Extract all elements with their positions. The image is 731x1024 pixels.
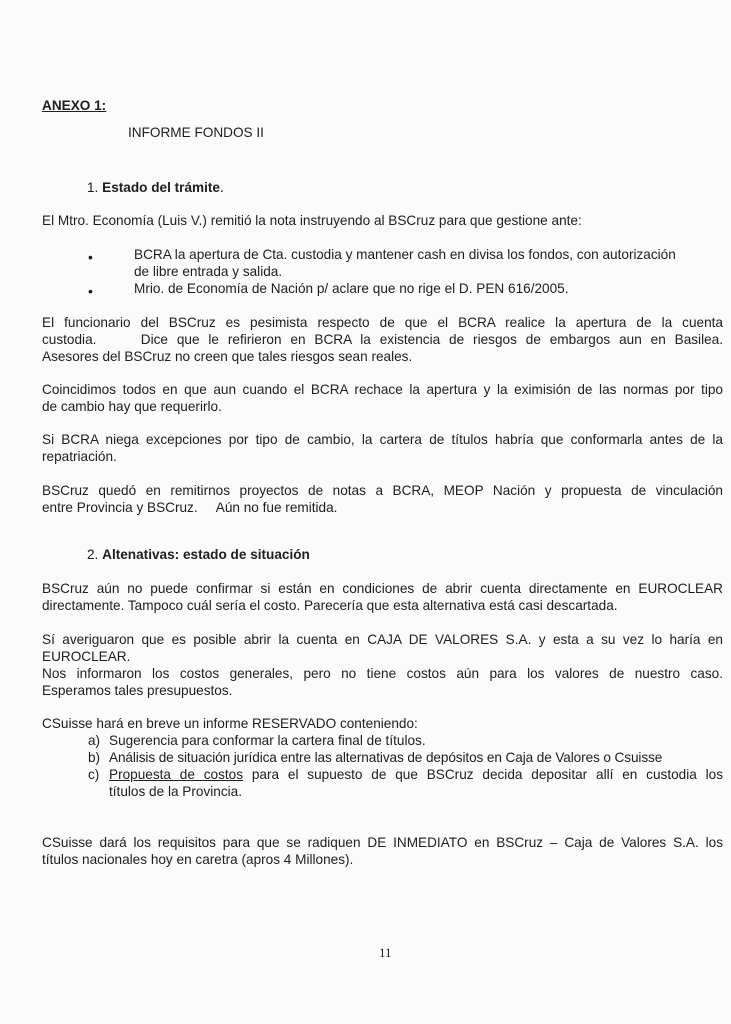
section-title: Altenativas: estado de situación	[102, 547, 310, 562]
section-number: 1.	[87, 180, 99, 195]
s1-p2-line-2: de cambio hay que requerirlo.	[42, 399, 222, 414]
bullet-dot: •	[88, 283, 93, 299]
section-title: Estado del trámite	[102, 180, 220, 195]
s1-p1-line-2: custodia. Dice que le refirieron en BCRA la existencia de riesgos de embargos aun en Basilea.	[42, 332, 723, 347]
s1-p4-line-1: BSCruz quedó en remitirnos proyectos de notas a BCRA, MEOP Nación y propuesta de vinculación	[42, 483, 723, 498]
bullet-1-line-2: de libre entrada y salida.	[134, 264, 283, 279]
page-number: 11	[379, 945, 392, 960]
s1-p4-line-2: entre Provincia y BSCruz. Aún no fue remitida.	[42, 500, 338, 515]
s2-p4-line-1: CSuisse dará los requisitos para que se radiquen DE INMEDIATO en BSCruz – Caja de Valores S.A. los	[42, 835, 723, 850]
list-item-b: Análisis de situación jurídica entre las alternativas de depósitos en Caja de Valores o Csuisse	[109, 750, 663, 765]
s1-p2-line-1: Coincidimos todos en que aun cuando el BCRA rechace la apertura y la eximisión de las normas por tipo	[42, 382, 723, 397]
list-marker: c)	[88, 767, 100, 782]
list-item-a: Sugerencia para conformar la cartera final de títulos.	[109, 733, 426, 748]
s2-p4-line-2: títulos nacionales hoy en caretra (apros 4 Millones).	[42, 852, 354, 867]
section-title-period: .	[219, 180, 224, 195]
section-2-heading	[87, 546, 310, 563]
list-marker: b)	[88, 750, 101, 765]
section-1-heading	[87, 179, 224, 196]
list-item-c-rest: para el supuesto de que BSCruz decida depositar allí en custodia los	[243, 767, 723, 782]
report-title: INFORME FONDOS II	[128, 125, 264, 140]
list-item-c-underlined: Propuesta de costos	[109, 767, 244, 782]
s1-intro: El Mtro. Economía (Luis V.) remitió la nota instruyendo al BSCruz para que gestione ante:	[42, 213, 582, 228]
s1-p1-line-3: Asesores del BSCruz no creen que tales riesgos sean reales.	[42, 349, 413, 364]
s2-p2-line-2: EUROCLEAR.	[42, 649, 131, 664]
s1-p3-line-1: Si BCRA niega excepciones por tipo de cambio, la cartera de títulos habría que conformarla antes de la	[42, 432, 723, 447]
s1-p3-line-2: repatriación.	[42, 449, 117, 464]
section-number: 2.	[87, 547, 99, 562]
s2-p1-line-2: directamente. Tampoco cuál sería el costo. Parecería que esta alternativa está casi descartada.	[42, 598, 618, 613]
annex-title: ANEXO 1:	[42, 98, 107, 113]
s2-p1-line-1: BSCruz aún no puede confirmar si están en condiciones de abrir cuenta directamente en EUROCLEAR	[42, 581, 723, 596]
list-item-c	[109, 766, 723, 783]
list-item-c-line-2: títulos de la Provincia.	[109, 784, 242, 799]
bullet-2-line-1: Mrio. de Economía de Nación p/ aclare que no rige el D. PEN 616/2005.	[134, 281, 569, 296]
s2-p2-line-1: Sí averiguaron que es posible abrir la cuenta en CAJA DE VALORES S.A. y esta a su vez lo haría en	[42, 632, 723, 647]
bullet-1-line-1: BCRA la apertura de Cta. custodia y mantener cash en divisa los fondos, con autorización	[134, 247, 676, 262]
bullet-dot: •	[88, 249, 93, 265]
s2-p2-line-4: Esperamos tales presupuestos.	[42, 683, 233, 698]
list-marker: a)	[88, 733, 101, 748]
s1-p1-line-1: El funcionario del BSCruz es pesimista respecto de que el BCRA realice la apertura de la cuenta	[42, 315, 723, 330]
s2-p3-intro: CSuisse hará en breve un informe RESERVADO conteniendo:	[42, 716, 418, 731]
s2-p2-line-3: Nos informaron los costos generales, pero no tiene costos aún para los valores de nuestro caso.	[42, 666, 723, 681]
